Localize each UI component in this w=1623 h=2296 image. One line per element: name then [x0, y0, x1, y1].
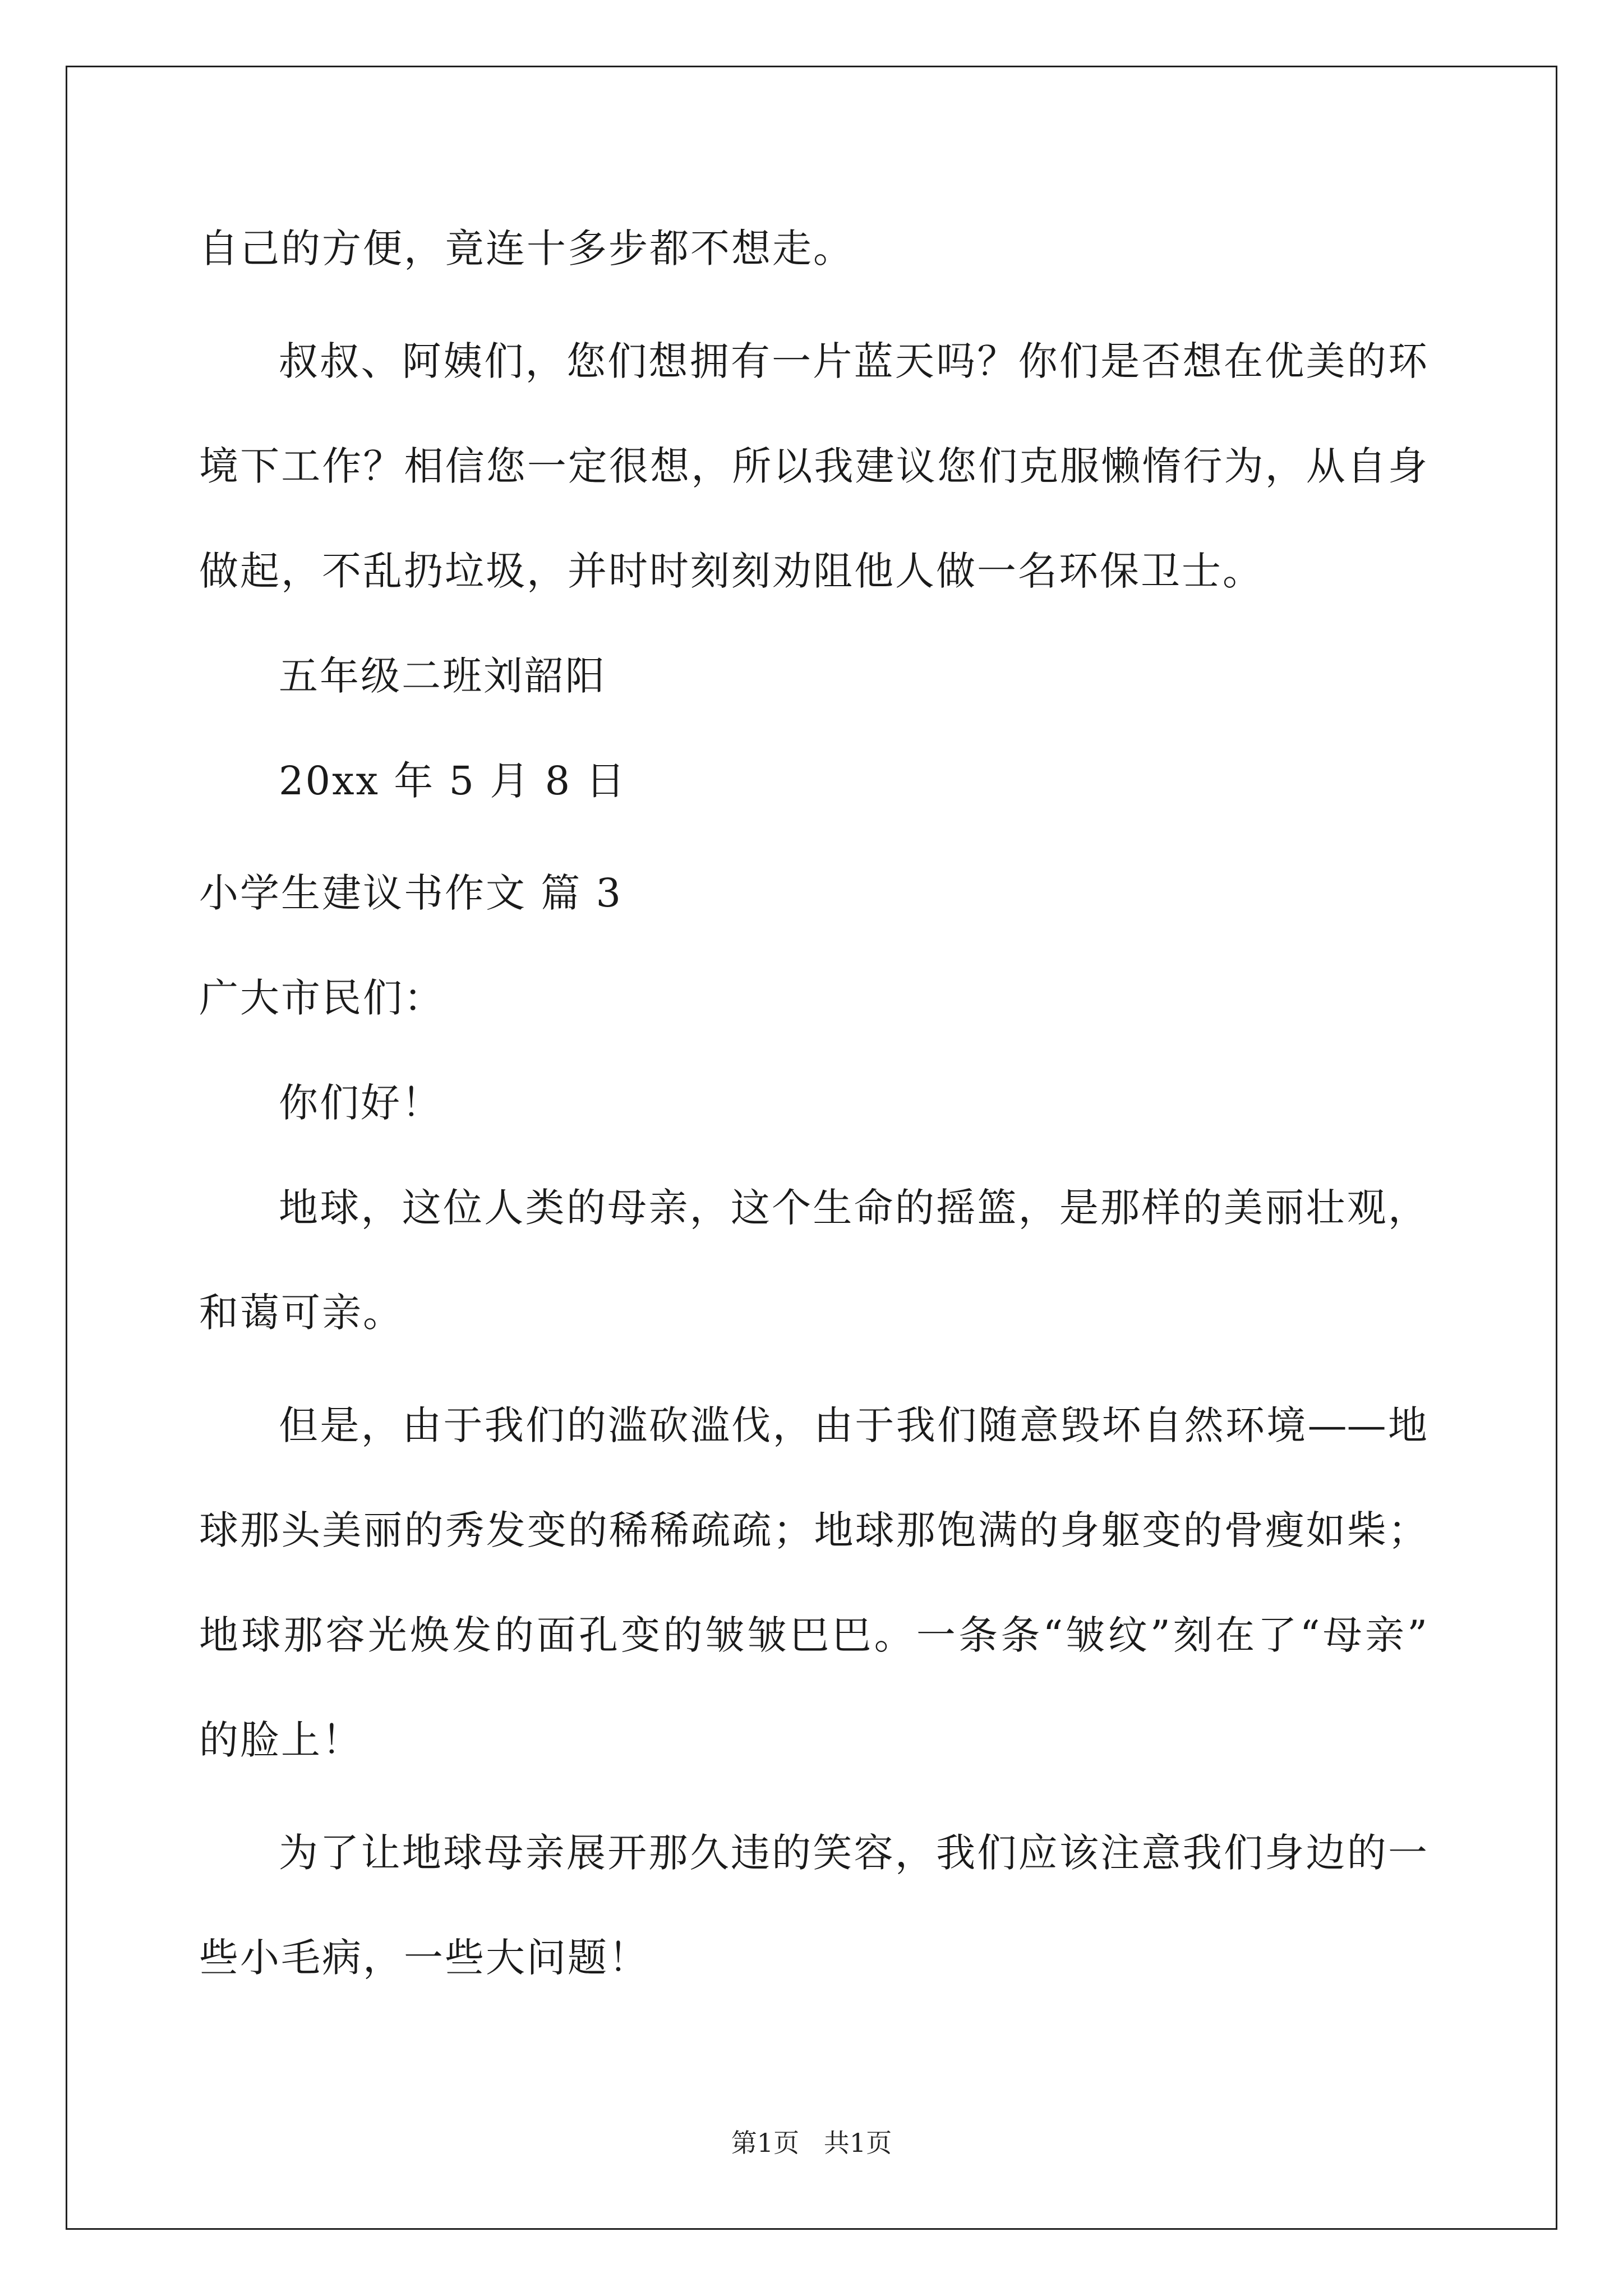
- text-line: 的脸上！: [199, 1717, 363, 1763]
- text-line: 但是，由于我们的滥砍滥伐，由于我们随意毁坏自然环境——地: [279, 1402, 1427, 1448]
- salutation: 广大市民们：: [199, 975, 445, 1021]
- signature-name: 五年级二班刘韶阳: [279, 653, 606, 699]
- page-number-footer: 第1页 共1页: [731, 2128, 892, 2158]
- section-heading: 小学生建议书作文 篇 3: [199, 870, 623, 916]
- text-line: 自己的方便，竟连十多步都不想走。: [199, 226, 854, 272]
- text-line: 境下工作？相信您一定很想，所以我建议您们克服懒惰行为，从自身: [199, 443, 1427, 489]
- text-line: 些小毛病，一些大问题！: [199, 1935, 649, 1981]
- text-line: 和蔼可亲。: [199, 1290, 404, 1336]
- text-line: 叔叔、阿姨们，您们想拥有一片蓝天吗？你们是否想在优美的环: [279, 338, 1427, 384]
- signature-date: 20xx 年 5 月 8 日: [279, 758, 627, 804]
- text-line: 地球那容光焕发的面孔变的皱皱巴巴。一条条“皱纹”刻在了“母亲”: [199, 1612, 1427, 1658]
- text-line: 为了让地球母亲展开那久违的笑容，我们应该注意我们身边的一: [279, 1830, 1427, 1876]
- page-border: [66, 66, 1557, 2230]
- text-line: 地球，这位人类的母亲，这个生命的摇篮，是那样的美丽壮观，: [279, 1185, 1427, 1231]
- text-line: 做起，不乱扔垃圾，并时时刻刻劝阻他人做一名环保卫士。: [199, 548, 1264, 594]
- greeting: 你们好！: [279, 1080, 442, 1126]
- text-line: 球那头美丽的秀发变的稀稀疏疏；地球那饱满的身躯变的骨瘦如柴；: [199, 1507, 1427, 1553]
